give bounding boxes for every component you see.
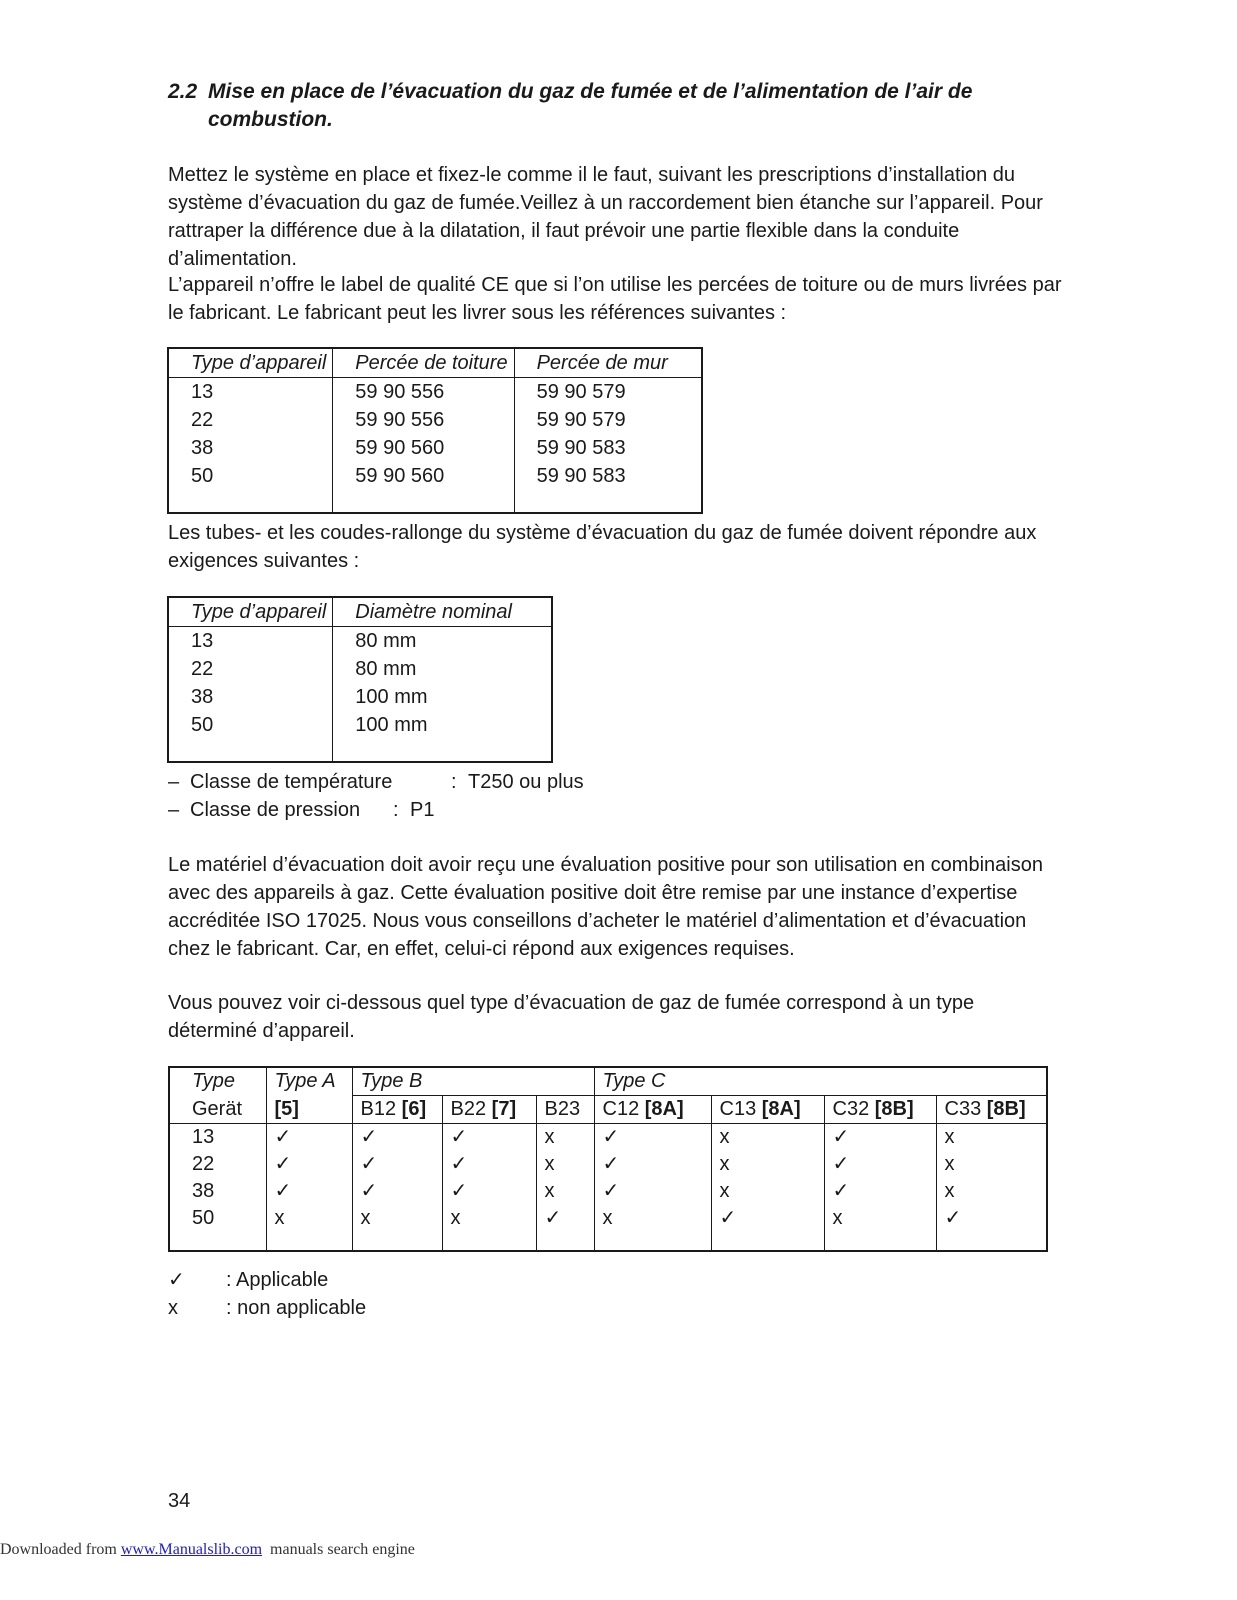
table-cell: 50	[191, 465, 214, 487]
table-cell: x	[442, 1205, 536, 1232]
sub-header: B23	[536, 1096, 594, 1124]
table-cell: x	[936, 1151, 1047, 1178]
table-row	[168, 406, 702, 434]
sub-header: Gerät	[169, 1096, 266, 1124]
table-header: Percée de toiture	[333, 348, 514, 378]
class-value: T250 ou plus	[468, 771, 584, 793]
list-dash: –	[168, 799, 180, 821]
class-label: Classe de température	[190, 771, 393, 793]
table-cell: 38	[191, 686, 214, 708]
table-cell: ✓	[711, 1205, 824, 1232]
table-cell: x	[594, 1205, 711, 1232]
section-heading	[168, 78, 1028, 134]
table-cell: 59 90 583	[514, 434, 702, 462]
manualslib-link[interactable]: www.Manualslib.com	[120, 1541, 263, 1558]
table-row	[168, 655, 552, 683]
sub-header: B22 [7]	[442, 1096, 536, 1124]
table-cell: 13	[191, 630, 214, 652]
list-dash: –	[168, 771, 180, 793]
paragraph-ce-label: L’appareil n’offre le label de qualité CE que si l’on utilise les percées de toiture ou de murs livrées par le fabricant. Le fabricant peut les livrer sous les références suivantes :	[168, 274, 1062, 324]
table-cell: x	[536, 1151, 594, 1178]
table-cell: 100 mm	[333, 711, 552, 739]
table-row	[168, 462, 702, 490]
table-cell: ✓	[442, 1178, 536, 1205]
table-cell: ✓	[352, 1124, 442, 1152]
sub-header: C33 [8B]	[936, 1096, 1047, 1124]
table-cell: x	[536, 1178, 594, 1205]
table-cell: ✓	[442, 1151, 536, 1178]
table-cell: x	[936, 1124, 1047, 1152]
table-cell: x	[711, 1178, 824, 1205]
table-cell: 100 mm	[333, 683, 552, 711]
table-header: Diamètre nominal	[333, 597, 552, 627]
table-header: Percée de mur	[514, 348, 702, 378]
table-header: Type d’appareil	[168, 348, 333, 378]
table-cell: 22	[191, 409, 214, 431]
class-temperature	[168, 768, 584, 796]
table-cell: 38	[191, 437, 214, 459]
download-suffix: manuals search engine	[262, 1541, 415, 1558]
table-cell: x	[711, 1124, 824, 1152]
table-cell: 13	[192, 1126, 215, 1148]
table-row	[168, 627, 552, 656]
table-cell: ✓	[266, 1151, 352, 1178]
table-header: Type d’appareil	[168, 597, 333, 627]
download-prefix: Downloaded from	[0, 1541, 121, 1558]
table-cell: x	[352, 1205, 442, 1232]
table-cell: ✓	[352, 1151, 442, 1178]
table-cell: ✓	[594, 1124, 711, 1152]
table-cell: 59 90 556	[333, 378, 514, 407]
sub-header: C12 [8A]	[594, 1096, 711, 1124]
table-row	[168, 434, 702, 462]
table-cell: x	[711, 1151, 824, 1178]
section-title: Mise en place de l’évacuation du gaz de fumée et de l’alimentation de l’air de combustion.	[208, 80, 973, 131]
table-cell: ✓	[824, 1151, 936, 1178]
table-cell: 13	[191, 381, 214, 403]
table-cell: x	[266, 1205, 352, 1232]
table-cell: ✓	[594, 1151, 711, 1178]
table-row	[168, 711, 552, 739]
download-footer	[0, 1541, 415, 1559]
table-cell: ✓	[936, 1205, 1047, 1232]
legend-symbol: x	[168, 1297, 178, 1319]
table-cell: ✓	[266, 1124, 352, 1152]
table-cell: 59 90 579	[514, 406, 702, 434]
paragraph-type-intro: Vous pouvez voir ci-dessous quel type d’évacuation de gaz de fumée correspond à un type déterminé d’appareil.	[168, 992, 975, 1042]
table-cell: ✓	[266, 1178, 352, 1205]
paragraph-tube-requirements: Les tubes- et les coudes-rallonge du système d’évacuation du gaz de fumée doivent répondre aux exigences suivantes :	[168, 522, 1037, 572]
legend-not-applicable	[168, 1294, 367, 1322]
table-cell: 59 90 560	[333, 462, 514, 490]
table-cell: x	[536, 1124, 594, 1152]
table-references	[167, 347, 703, 514]
table-cell: ✓	[824, 1178, 936, 1205]
table-row	[168, 683, 552, 711]
paragraph-installation: Mettez le système en place et fixez-le comme il le faut, suivant les prescriptions d’installation du système d’évacuation du gaz de fumée.Veillez à un raccordement bien étanche sur l’appareil. Pour rattraper la différence due à la dilatation, il faut prévoir une partie flexible dans la conduite d’alimentation.	[168, 164, 1043, 270]
paragraph-evaluation: Le matériel d’évacuation doit avoir reçu une évaluation positive pour son utilisation en combinaison avec des appareils à gaz. Cette évaluation positive doit être remise par une instance d’expertise accréditée ISO 17025. Nous vous conseillons d’acheter le matériel d’alimentation et d’évacuation chez le fabricant. Car, en effet, celui-ci répond aux exigences requises.	[168, 854, 1043, 960]
group-header-type-b: Type B	[352, 1067, 594, 1096]
table-cell: 59 90 579	[514, 378, 702, 407]
group-header-type-c: Type C	[594, 1067, 1047, 1096]
section-number: 2.2	[168, 80, 198, 103]
table-diameters	[167, 596, 553, 763]
sub-header: [5]	[266, 1096, 352, 1124]
table-cell: 59 90 560	[333, 434, 514, 462]
table-cell: 80 mm	[333, 655, 552, 683]
legend-text: : non applicable	[226, 1297, 367, 1319]
table-cell: 22	[191, 658, 214, 680]
table-row	[169, 1205, 1047, 1232]
class-label: Classe de pression	[190, 799, 361, 821]
table-cell: ✓	[352, 1178, 442, 1205]
table-cell: 38	[192, 1180, 215, 1202]
table-row	[169, 1178, 1047, 1205]
table-cell: ✓	[594, 1178, 711, 1205]
table-cell: x	[936, 1178, 1047, 1205]
group-header-type: Type	[192, 1070, 235, 1092]
table-cell: 80 mm	[333, 627, 552, 656]
table-cell: ✓	[536, 1205, 594, 1232]
table-cell: 59 90 556	[333, 406, 514, 434]
table-cell: x	[824, 1205, 936, 1232]
table-cell: ✓	[824, 1124, 936, 1152]
class-pressure	[168, 796, 435, 824]
table-cell: 50	[191, 714, 214, 736]
legend-symbol: ✓	[168, 1269, 185, 1291]
class-value: P1	[410, 799, 435, 821]
table-cell: 59 90 583	[514, 462, 702, 490]
page-number: 34	[168, 1490, 191, 1512]
sub-header: C32 [8B]	[824, 1096, 936, 1124]
table-cell: ✓	[442, 1124, 536, 1152]
table-row	[169, 1124, 1047, 1152]
group-header-type-a: Type A	[266, 1067, 352, 1096]
table-row	[169, 1151, 1047, 1178]
table-row	[168, 378, 702, 407]
table-cell: 50	[192, 1207, 215, 1229]
sub-header: B12 [6]	[352, 1096, 442, 1124]
sub-header: C13 [8A]	[711, 1096, 824, 1124]
class-separator: :	[451, 771, 457, 793]
table-evacuation-types	[168, 1066, 1048, 1252]
class-separator: :	[393, 799, 399, 821]
legend-applicable	[168, 1266, 329, 1294]
table-cell: 22	[192, 1153, 215, 1175]
legend-text: : Applicable	[226, 1269, 329, 1291]
